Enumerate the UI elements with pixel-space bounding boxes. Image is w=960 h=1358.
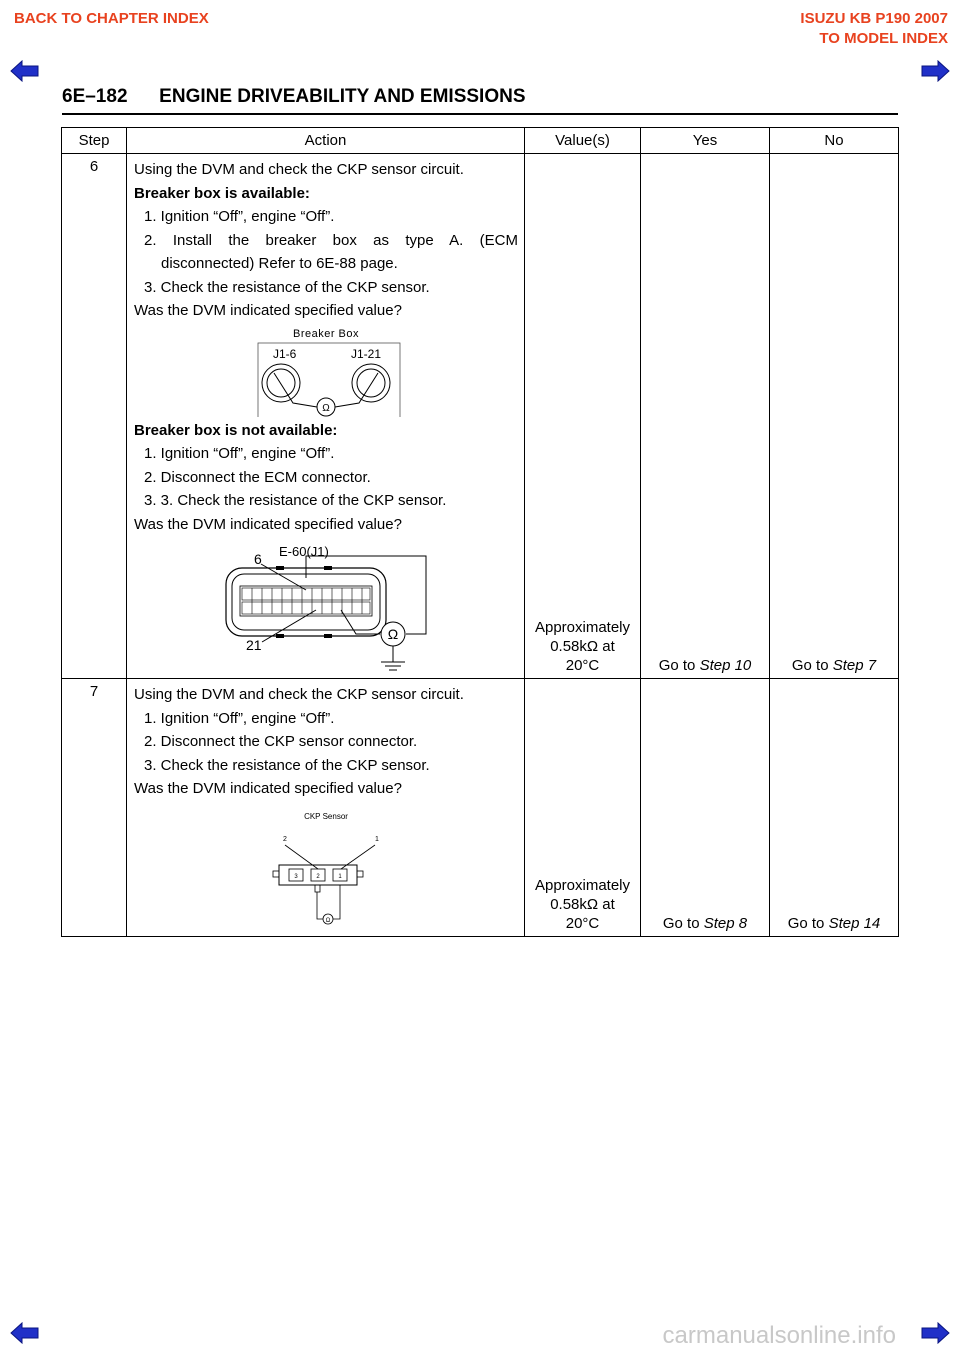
action-intro: Using the DVM and check the CKP sensor circuit. [134,686,464,703]
section-title: Breaker box is not available: [134,421,338,439]
yes-prefix: Go to [662,915,704,932]
pin-3: 3 [294,873,298,880]
step-number: 6 [62,154,127,679]
pin-1: 1 [338,873,342,880]
pin-label-2: 2 [283,835,287,843]
action-intro: Using the DVM and check the CKP sensor circuit. [134,161,464,178]
value-line: Approximately [534,877,631,894]
yes-step-link[interactable]: Step 8 [703,915,748,932]
table-header-row [62,128,899,154]
previous-page-arrow-icon[interactable] [10,60,40,82]
list-item: 1. Ignition “Off”, engine “Off”. [144,709,335,727]
table-row [62,679,899,937]
table-row [62,154,899,679]
list-item-continued: disconnected) Refer to 6E-88 page. [161,255,398,272]
value-line: 0.58kΩ at [550,638,615,655]
page-header: 6E–182 ENGINE DRIVEABILITY AND EMISSIONS [62,86,526,107]
yes-cell [641,679,770,937]
ckp-sensor-title: CKP Sensor [304,811,348,821]
back-to-chapter-index-link[interactable]: BACK TO CHAPTER INDEX [14,10,209,27]
yes-prefix: Go to [658,657,700,674]
next-page-bottom-arrow-icon[interactable] [920,1322,950,1344]
list-item: 2. Install the breaker box as type A. (ECM [144,231,518,249]
ohmmeter-symbol: Ω [322,402,330,414]
pin-2: 2 [316,873,320,880]
watermark: carmanualsonline.info [662,1322,896,1349]
header-yes: Yes [641,128,770,154]
ecm-connector-figure [206,538,446,678]
header-values: Value(s) [525,128,641,154]
list-item: 3. Check the resistance of the CKP sensor. [144,278,430,296]
action-cell [127,679,525,937]
ckp-sensor-figure [261,807,391,935]
value-line: 20°C [565,657,600,674]
section-title: Breaker box is available: [134,184,310,202]
question: Was the DVM indicated specified value? [134,302,402,319]
pin-label-1: 1 [375,835,379,843]
value-line: 0.58kΩ at [550,896,615,913]
list-item: 2. Disconnect the ECM connector. [144,468,371,486]
next-page-arrow-icon[interactable] [920,60,950,82]
list-item: 2. Disconnect the CKP sensor connector. [144,733,418,750]
ohmmeter-symbol: Ω [325,917,331,924]
yes-step-link[interactable]: Step 10 [699,657,752,674]
diagnostic-table [61,127,899,937]
breaker-box-title: Breaker Box [292,327,360,340]
list-item: 3. Check the resistance of the CKP sensor. [144,756,430,774]
value-cell [525,679,641,937]
header-step: Step [62,128,127,154]
header-no: No [770,128,899,154]
pin-label-21: 21 [246,637,262,653]
value-line: 20°C [565,915,600,932]
step-number: 7 [62,679,127,937]
no-prefix: Go to [787,915,829,932]
breaker-box-figure [241,325,411,417]
question: Was the DVM indicated specified value? [134,780,402,797]
yes-cell [641,154,770,679]
header-rule [62,113,898,115]
pin-label-6: 6 [254,551,262,567]
ohmmeter-symbol: Ω [387,626,399,642]
header-action: Action [127,128,525,154]
to-model-index-link[interactable]: TO MODEL INDEX [819,30,948,47]
question: Was the DVM indicated specified value? [134,515,402,533]
list-item: 1. Ignition “Off”, engine “Off”. [144,208,335,225]
no-prefix: Go to [791,657,833,674]
no-cell [770,679,899,937]
value-line: Approximately [534,619,631,636]
pin-label-j1-6: J1-6 [273,346,297,361]
no-step-link[interactable]: Step 7 [832,657,877,674]
model-title-link[interactable]: ISUZU KB P190 2007 [800,10,948,27]
list-item: 3. 3. Check the resistance of the CKP sensor. [144,492,447,509]
value-cell [525,154,641,679]
no-step-link[interactable]: Step 14 [828,915,881,932]
list-item: 1. Ignition “Off”, engine “Off”. [144,445,335,462]
pin-label-j1-21: J1-21 [351,346,382,361]
action-cell [127,154,525,679]
previous-page-bottom-arrow-icon[interactable] [10,1322,40,1344]
no-cell [770,154,899,679]
connector-label: E-60(J1) [279,544,329,559]
